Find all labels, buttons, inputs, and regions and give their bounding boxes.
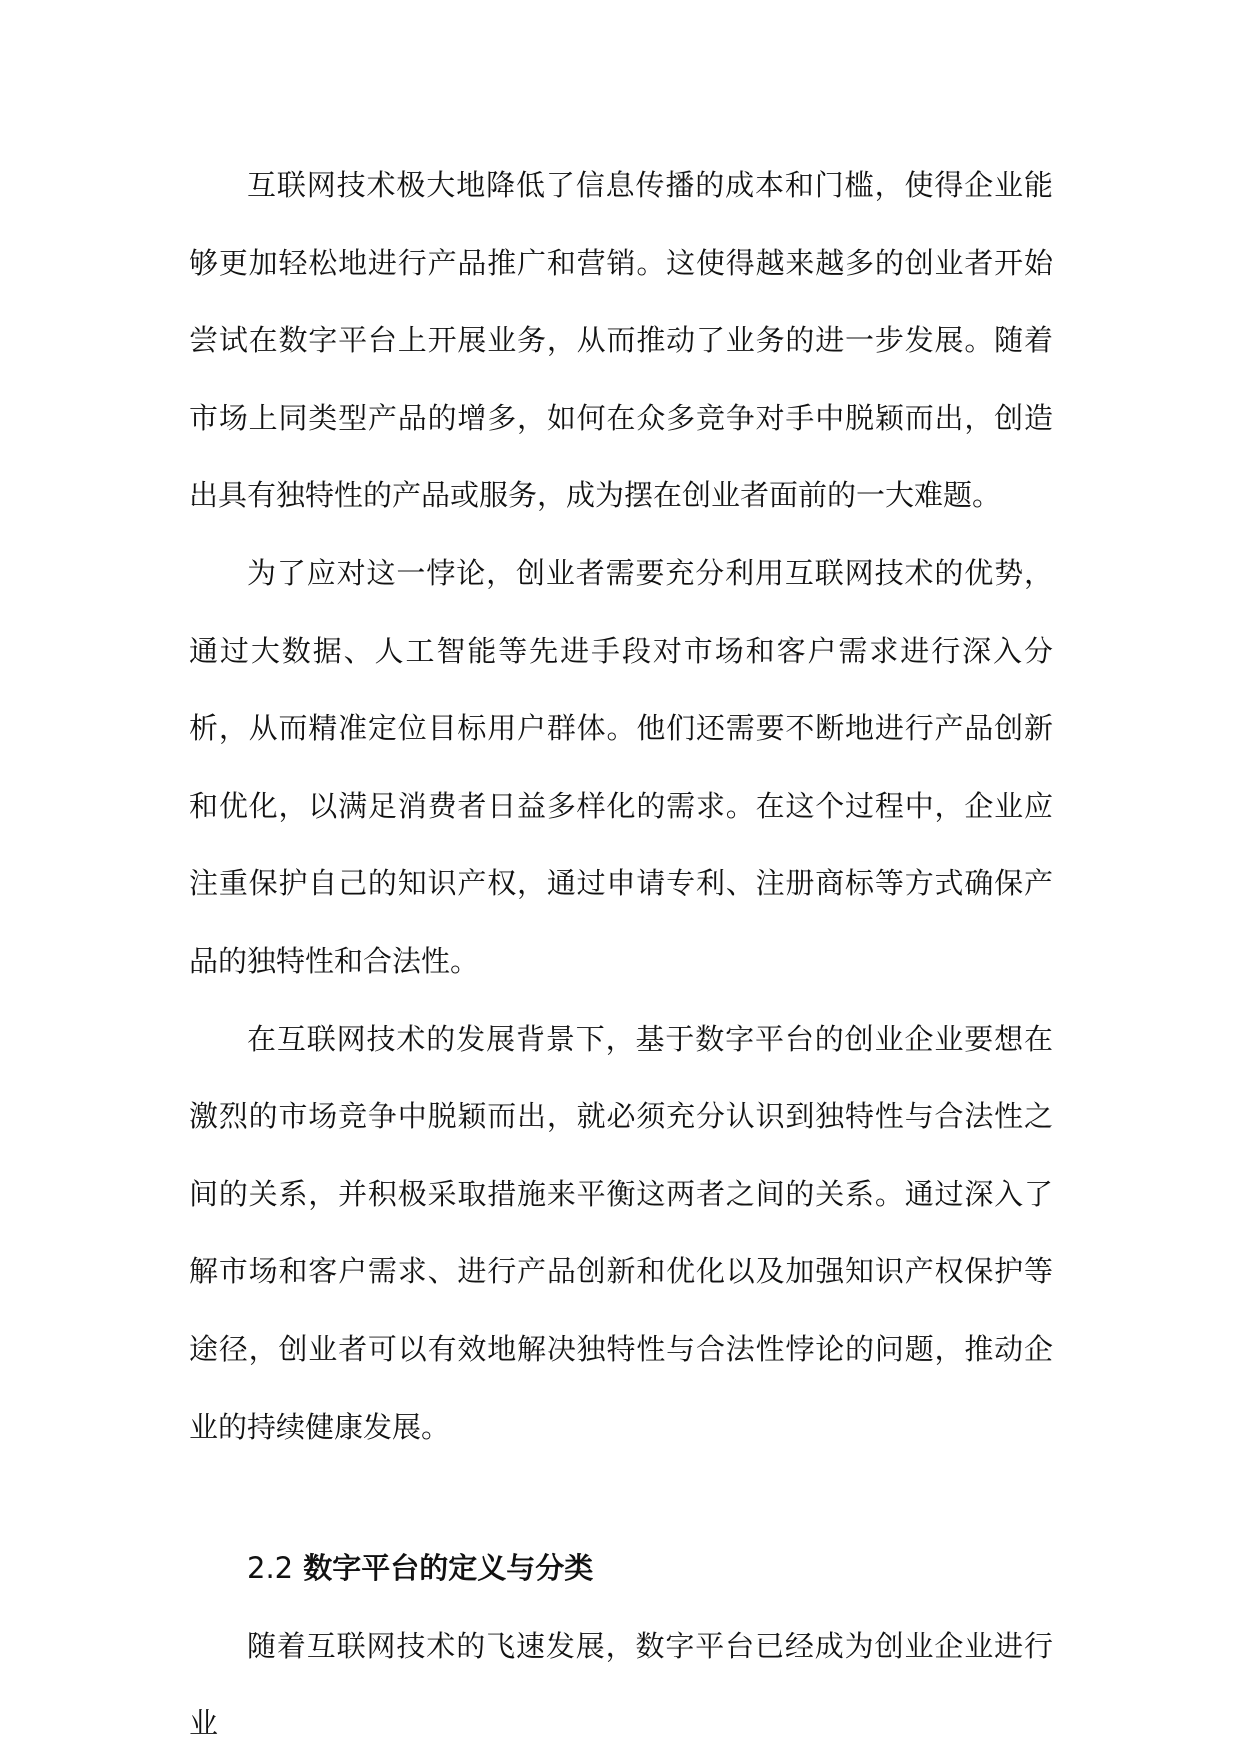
section-number: 2.2 — [247, 1551, 294, 1586]
section-title: 数字平台的定义与分类 — [303, 1551, 594, 1586]
document-body — [189, 147, 1053, 1763]
section-paragraph-1: 随着互联网技术的飞速发展，数字平台已经成为创业企业进行业 — [189, 1628, 1053, 1741]
paragraph-1: 互联网技术极大地降低了信息传播的成本和门槛，使得企业能够更加轻松地进行产品推广和营销。这使得越来越多的创业者开始尝试在数字平台上开展业务，从而推动了业务的进一步发展。随着市场上同类型产品的增多，如何在众多竞争对手中脱颖而出，创造出具有独特性的产品或服务，成为摆在创业者面前的一大难题。 — [189, 168, 1053, 513]
section-heading — [189, 1530, 1053, 1608]
paragraph-2: 为了应对这一悖论，创业者需要充分利用互联网技术的优势，通过大数据、人工智能等先进手段对市场和客户需求进行深入分析，从而精准定位目标用户群体。他们还需要不断地进行产品创新和优化，以满足消费者日益多样化的需求。在这个过程中，企业应注重保护自己的知识产权，通过申请专利、注册商标等方式确保产品的独特性和合法性。 — [189, 555, 1053, 978]
paragraph-3: 在互联网技术的发展背景下，基于数字平台的创业企业要想在激烈的市场竞争中脱颖而出，就必须充分认识到独特性与合法性之间的关系，并积极采取措施来平衡这两者之间的关系。通过深入了解市场和客户需求、进行产品创新和优化以及加强知识产权保护等途径，创业者可以有效地解决独特性与合法性悖论的问题，推动企业的持续健康发展。 — [189, 1021, 1053, 1444]
